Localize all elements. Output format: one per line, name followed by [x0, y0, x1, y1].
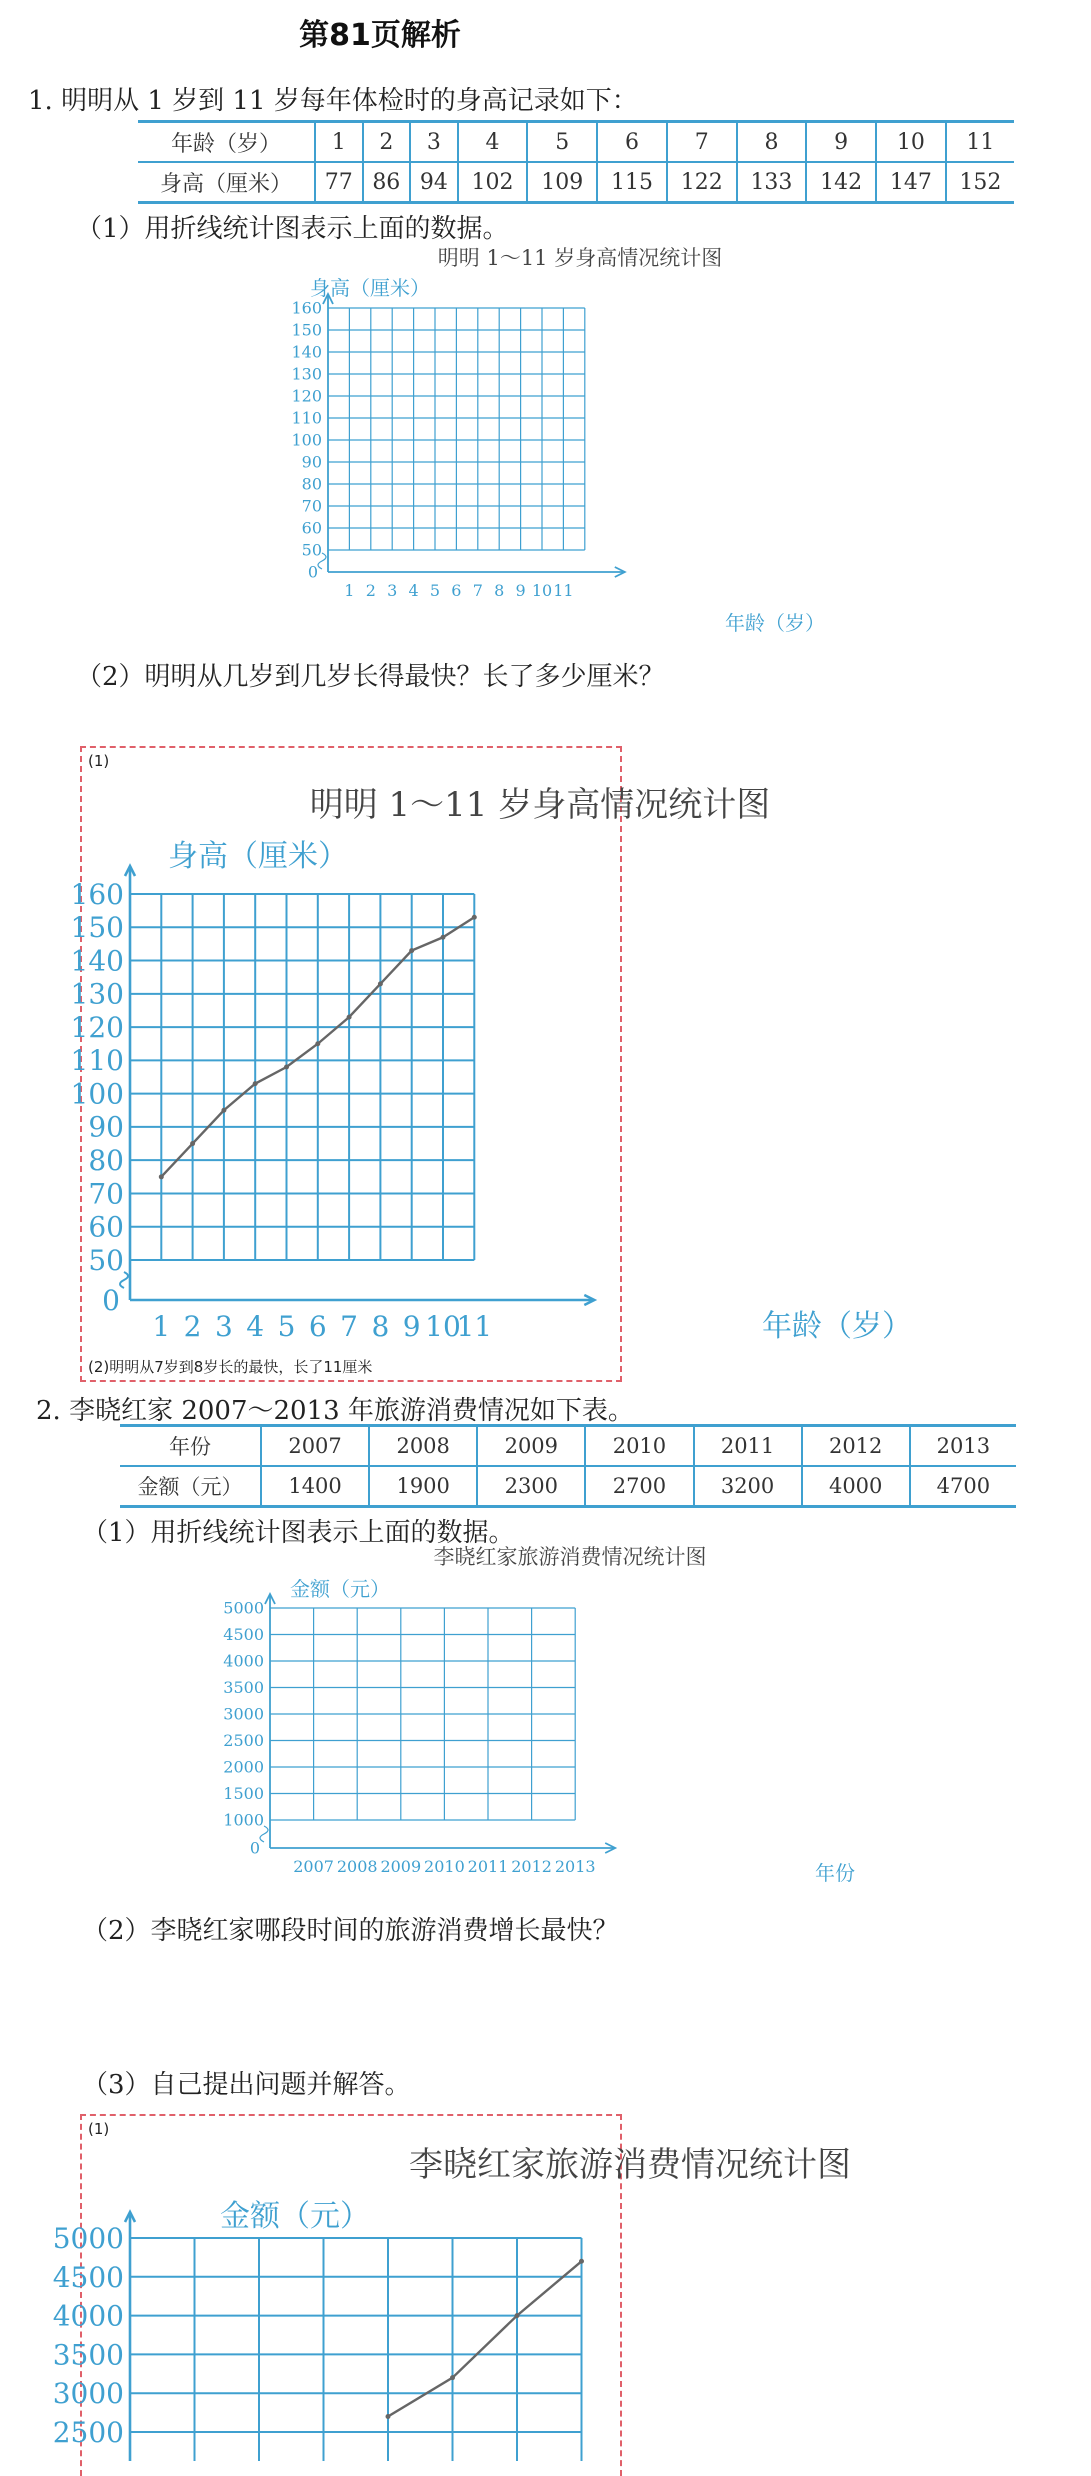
- chart-xlabel: 年份: [815, 1861, 855, 1885]
- data-point: [515, 2313, 520, 2318]
- x-tick-label: 8: [371, 1310, 390, 1343]
- chart-ylabel: 身高（厘米）: [310, 276, 430, 300]
- table-cell: 147: [876, 162, 946, 203]
- table-cell: 152: [946, 162, 1014, 203]
- y-tick-label: 140: [70, 944, 124, 978]
- y-tick-label: 100: [70, 1077, 124, 1111]
- blank-travel-chart: [210, 1540, 890, 1890]
- y-tick-label: 130: [291, 364, 322, 384]
- table-header-amount: 金额（元）: [137, 1475, 243, 1499]
- table-cell: 1400: [261, 1466, 369, 1507]
- question-1-text: 1. 明明从 1 岁到 11 岁每年体检时的身高记录如下：: [28, 86, 638, 116]
- x-tick-label: 4: [246, 1310, 265, 1343]
- table-cell: 10: [876, 122, 946, 163]
- y-tick-label: 0: [102, 1283, 120, 1317]
- chart-ylabel: 金额（元）: [290, 1577, 390, 1601]
- table-cell: 142: [806, 162, 876, 203]
- question-2-sub-3: （3）自己提出问题并解答。: [82, 2070, 411, 2100]
- table-cell: 2008: [369, 1426, 477, 1467]
- y-tick-label: 100: [291, 430, 322, 450]
- x-tick-label: 2007: [293, 1857, 334, 1876]
- table-cell: 3: [410, 122, 458, 163]
- y-tick-label: 5000: [52, 2222, 124, 2255]
- answer-tag: (1): [88, 752, 110, 770]
- x-tick-label: 2009: [380, 1857, 422, 1876]
- table-cell: 2012: [802, 1426, 910, 1467]
- data-point: [315, 1041, 320, 1046]
- table-cell: 1900: [369, 1466, 477, 1507]
- table-row-height: [138, 162, 1014, 203]
- x-tick-label: 6: [308, 1310, 327, 1343]
- x-tick-label: 2008: [336, 1857, 378, 1876]
- y-tick-label: 90: [301, 452, 322, 472]
- question-2-sub-2: （2）李晓红家哪段时间的旅游消费增长最快？: [82, 1916, 619, 1946]
- table-cell: 11: [946, 122, 1014, 163]
- x-tick-label: 10: [425, 1310, 461, 1343]
- table-header-age: 年龄（岁）: [170, 131, 281, 157]
- y-tick-label: 2500: [52, 2416, 124, 2449]
- x-tick-label: 3: [214, 1310, 233, 1343]
- y-tick-label: 130: [70, 977, 124, 1011]
- x-tick-label: 11: [456, 1310, 493, 1343]
- table-cell: 109: [527, 162, 597, 203]
- y-tick-label: 0: [307, 562, 318, 582]
- table-cell: 2010: [585, 1426, 693, 1467]
- table-cell: 2007: [261, 1426, 369, 1467]
- table-cell: 102: [458, 162, 528, 203]
- data-point: [472, 915, 477, 920]
- table-cell: 4000: [802, 1466, 910, 1507]
- y-tick-label: 3500: [223, 1678, 264, 1698]
- y-tick-label: 120: [291, 386, 322, 406]
- answer-tag: (1): [88, 2120, 110, 2138]
- table-row-year: [120, 1426, 1016, 1467]
- height-table: [138, 120, 1014, 204]
- table-cell: 9: [806, 122, 876, 163]
- table-cell: 4700: [910, 1466, 1016, 1507]
- y-tick-label: 150: [70, 911, 124, 945]
- table-cell: 6: [597, 122, 667, 163]
- question-2-text: 2. 李晓红家 2007～2013 年旅游消费情况如下表。: [36, 1396, 634, 1426]
- table-header-year: 年份: [169, 1435, 211, 1459]
- table-cell: 2700: [585, 1466, 693, 1507]
- x-tick-label: 3: [387, 581, 398, 600]
- y-tick-label: 110: [70, 1044, 124, 1078]
- y-tick-label: 90: [88, 1110, 124, 1144]
- x-tick-label: 9: [402, 1310, 421, 1343]
- data-point: [190, 1141, 195, 1146]
- table-cell: 5: [527, 122, 597, 163]
- table-cell: 115: [597, 162, 667, 203]
- y-tick-label: 4000: [52, 2299, 124, 2333]
- y-tick-label: 70: [301, 496, 322, 516]
- y-tick-label: 160: [291, 298, 322, 318]
- x-tick-label: 10: [531, 581, 553, 600]
- answer-2-text: (2)明明从7岁到8岁长的最快，长了11厘米: [88, 1358, 373, 1376]
- chart-xlabel: 年龄（岁）: [762, 1309, 912, 1344]
- question-1-sub-1: （1）用折线统计图表示上面的数据。: [76, 214, 509, 244]
- chart-ylabel: 身高（厘米）: [168, 839, 348, 874]
- table-cell: 8: [737, 122, 807, 163]
- x-tick-label: 1: [344, 581, 355, 600]
- y-tick-label: 110: [291, 408, 322, 428]
- y-tick-label: 3000: [52, 2377, 124, 2411]
- data-point: [441, 935, 446, 940]
- table-cell: 77: [315, 162, 363, 203]
- chart-title: 明明 1～11 岁身高情况统计图: [309, 785, 771, 825]
- table-cell: 2: [363, 122, 411, 163]
- table-cell: 2011: [694, 1426, 802, 1467]
- x-tick-label: 2: [365, 581, 376, 600]
- table-cell: 1: [315, 122, 363, 163]
- blank-height-chart: [250, 240, 870, 650]
- y-tick-label: 4500: [52, 2260, 124, 2294]
- table-row-amount: [120, 1466, 1016, 1507]
- x-tick-label: 2011: [467, 1857, 509, 1876]
- table-cell: 86: [363, 162, 411, 203]
- data-point: [347, 1015, 352, 1020]
- y-tick-label: 4500: [223, 1625, 264, 1645]
- y-tick-label: 140: [291, 342, 322, 362]
- table-cell: 2009: [477, 1426, 585, 1467]
- table-cell: 122: [667, 162, 737, 203]
- x-tick-label: 5: [277, 1310, 296, 1343]
- data-point: [159, 1174, 164, 1179]
- y-tick-label: 60: [301, 518, 322, 538]
- table-cell: 2300: [477, 1466, 585, 1507]
- data-point: [221, 1108, 226, 1113]
- data-point: [284, 1065, 289, 1070]
- x-tick-label: 9: [515, 581, 526, 600]
- y-tick-label: 60: [88, 1210, 124, 1244]
- y-tick-label: 3000: [223, 1704, 264, 1724]
- table-cell: 3200: [694, 1466, 802, 1507]
- table-row-age: [138, 122, 1014, 163]
- y-tick-label: 2500: [223, 1731, 264, 1751]
- y-tick-label: 1000: [223, 1810, 264, 1830]
- y-tick-label: 0: [249, 1838, 260, 1858]
- chart-title: 明明 1～11 岁身高情况统计图: [437, 246, 723, 270]
- y-tick-label: 160: [70, 877, 124, 911]
- answer-travel-chart: [52, 2140, 970, 2461]
- chart-xlabel: 年龄（岁）: [725, 611, 825, 635]
- data-point: [378, 981, 383, 986]
- x-tick-label: 8: [494, 581, 505, 600]
- y-tick-label: 150: [291, 320, 322, 340]
- y-tick-label: 70: [88, 1177, 124, 1211]
- table-cell: 4: [458, 122, 528, 163]
- y-tick-label: 4000: [223, 1651, 264, 1671]
- y-tick-label: 120: [70, 1010, 124, 1044]
- table-cell: 133: [737, 162, 807, 203]
- data-point: [386, 2414, 391, 2419]
- x-tick-label: 1: [152, 1310, 171, 1343]
- chart-title: 李晓红家旅游消费情况统计图: [433, 1545, 707, 1569]
- table-cell: 7: [667, 122, 737, 163]
- table-cell: 2013: [910, 1426, 1016, 1467]
- y-tick-label: 2000: [223, 1757, 264, 1777]
- data-point: [450, 2375, 455, 2380]
- y-tick-label: 80: [88, 1143, 124, 1177]
- x-tick-label: 2: [183, 1310, 202, 1343]
- data-point: [409, 948, 414, 953]
- chart-title: 李晓红家旅游消费情况统计图: [409, 2145, 851, 2185]
- question-2-sub-1: （1）用折线统计图表示上面的数据。: [82, 1518, 515, 1548]
- x-tick-label: 2010: [424, 1857, 465, 1876]
- x-tick-label: 4: [408, 581, 419, 600]
- data-point: [579, 2259, 584, 2264]
- question-1-sub-2: （2）明明从几岁到几岁长得最快？长了多少厘米？: [76, 662, 665, 692]
- y-tick-label: 50: [301, 540, 322, 560]
- table-cell: 94: [410, 162, 458, 203]
- page-title: 第81页解析: [299, 18, 461, 53]
- x-tick-label: 2013: [554, 1857, 596, 1876]
- x-tick-label: 7: [472, 581, 483, 600]
- x-tick-label: 5: [429, 581, 441, 600]
- x-tick-label: 2012: [511, 1857, 552, 1876]
- y-tick-label: 1500: [223, 1784, 264, 1804]
- chart-ylabel: 金额（元）: [220, 2199, 370, 2234]
- y-tick-label: 3500: [52, 2338, 124, 2372]
- y-tick-label: 80: [301, 474, 322, 494]
- travel-table: [120, 1424, 1016, 1508]
- y-tick-label: 50: [88, 1243, 124, 1277]
- y-tick-label: 5000: [223, 1598, 264, 1618]
- answer-height-chart: [70, 776, 950, 1356]
- x-tick-label: 6: [451, 581, 462, 600]
- table-header-height: 身高（厘米）: [159, 171, 292, 197]
- x-tick-label: 11: [553, 581, 574, 600]
- x-tick-label: 7: [340, 1310, 359, 1343]
- data-point: [253, 1081, 258, 1086]
